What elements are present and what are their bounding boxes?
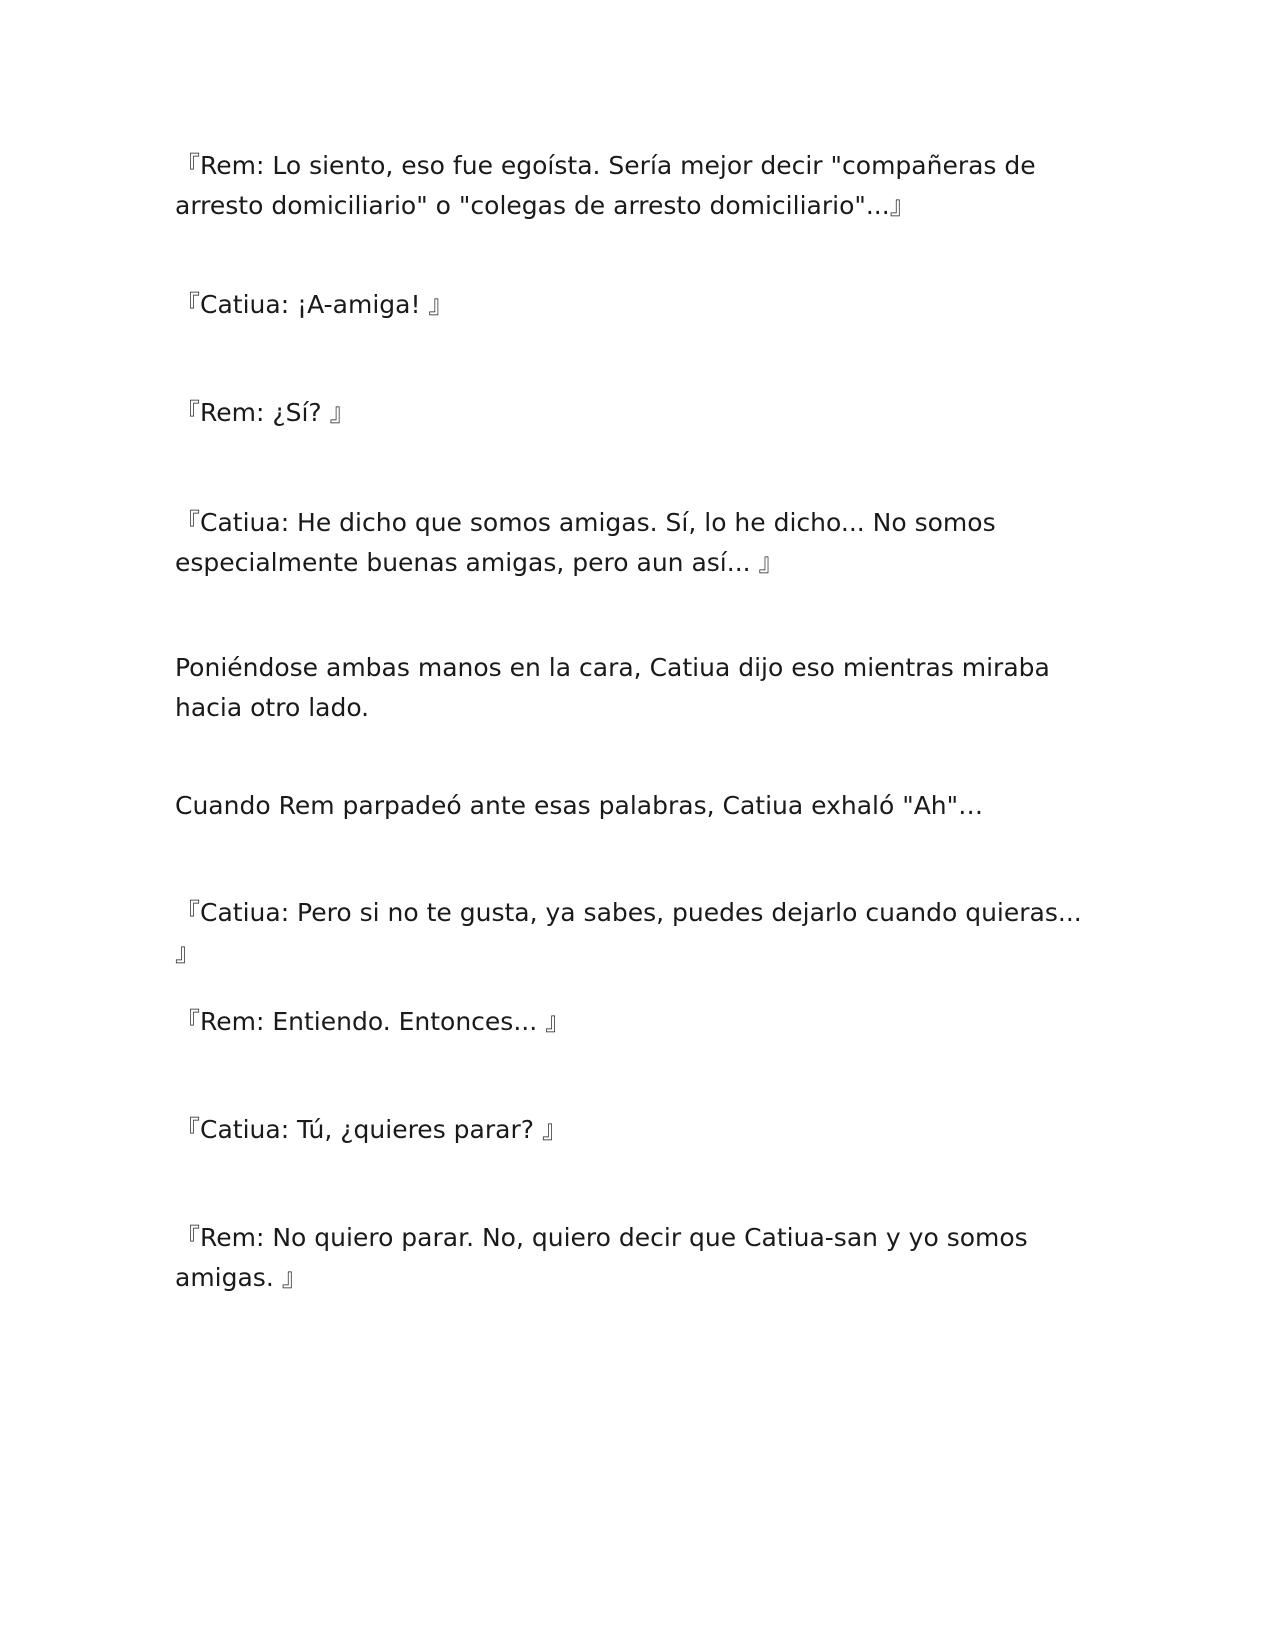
dialogue-line: 『Rem: Entiendo. Entonces... 』 [175, 1007, 571, 1036]
dialogue-line: 『Catiua: ¡A-amiga! 』 [175, 290, 454, 319]
dialogue-line: 『Catiua: Tú, ¿quieres parar? 』 [175, 1115, 567, 1144]
dialogue-line: 『Rem: No quiero parar. No, quiero decir que Catiua-san y yo somos amigas. 』 [175, 1223, 1036, 1292]
dialogue-line: 『Catiua: Pero si no te gusta, ya sabes, puedes dejarlo cuando quieras... 』 [175, 898, 1090, 967]
dialogue-line: 『Catiua: He dicho que somos amigas. Sí, lo he dicho... No somos especialmente buenas amigas, pero aun así... 』 [175, 508, 1004, 577]
dialogue-line: 『Rem: Lo siento, eso fue egoísta. Sería mejor decir "compañeras de arresto domiciliario" o "colegas de arresto domiciliario"...』 [175, 151, 1044, 220]
narration-paragraph: Poniéndose ambas manos en la cara, Catiua dijo eso mientras miraba hacia otro lado. [175, 653, 1058, 722]
narration-paragraph: Cuando Rem parpadeó ante esas palabras, Catiua exhaló "Ah"… [175, 791, 984, 820]
dialogue-line: 『Rem: ¿Sí? 』 [175, 398, 355, 427]
